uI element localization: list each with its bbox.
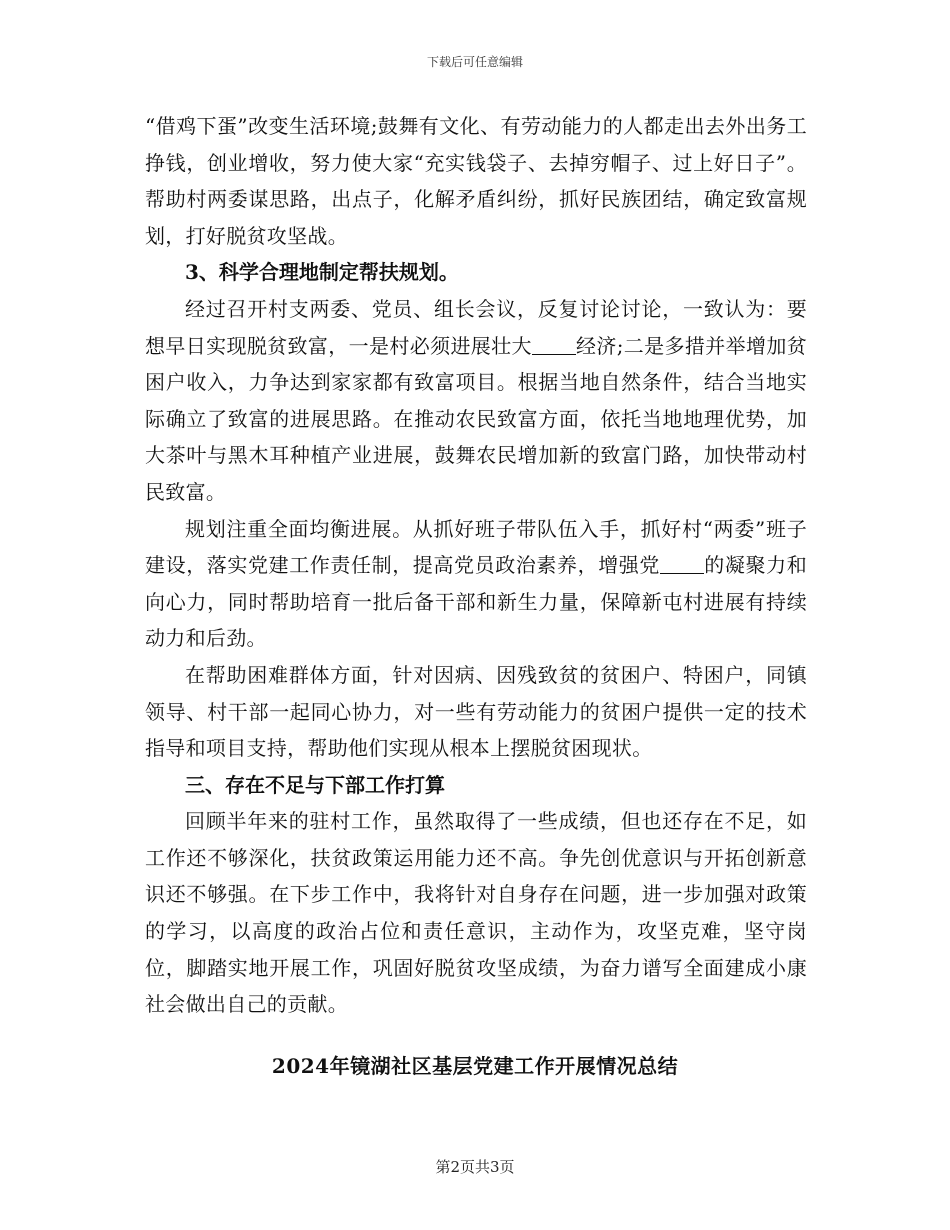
subheading-planning: 3、科学合理地制定帮扶规划。 (185, 260, 459, 285)
paragraph-balanced-part2: 的凝聚力和向心力，同时帮助培育一批后备干部和新生力量，保障新屯村进展有持续动力和后劲。 (145, 553, 808, 651)
section-heading-shortcomings: 三、存在不足与下部工作打算 (185, 772, 445, 797)
paragraph-poverty-groups: 在帮助困难群体方面，针对因病、因残致贫的贫困户、特困户，同镇领导、村干部一起同心协力，对一些有劳动能力的贫困户提供一定的技术指导和项目支持，帮助他们实现从根本上摆脱贫困现状。 (145, 662, 807, 761)
paragraph-review: 回顾半年来的驻村工作，虽然取得了一些成绩，但也还存在不足，如工作还不够深化，扶贫政策运用能力还不高。争先创优意识与开拓创新意识还不够强。在下步工作中，我将针对自身存在问题，进一步加强对政策的学习，以高度的政治占位和责任意识，主动作为，攻坚克难，坚守岗位，脚踏实地开展工作，巩固好脱贫攻坚成绩，为奋力谱写全面建成小康社会做出自己的贡献。 (145, 809, 807, 1017)
paragraph-planning-part1: 经过召开村支两委、党员、组长会议，反复讨论讨论，一致认为：要想早日实现脱贫致富，一是村必须进展壮大 (145, 296, 807, 358)
document-title: 2024年镜湖社区基层党建工作开展情况总结 (271, 1054, 679, 1078)
paragraph-balanced-part1: 规划注重全面均衡进展。从抓好班子带队伍入手，抓好村“两委”班子建设，落实党建工作责任制，提高党员政治素养，增强党 (145, 516, 807, 578)
paragraph-planning (145, 291, 807, 511)
blank-underline (532, 334, 576, 355)
document-body (145, 108, 807, 1023)
page-footer: 第2页共3页 (435, 1158, 515, 1176)
paragraph-continuation: “借鸡下蛋”改变生活环境;鼓舞有文化、有劳动能力的人都走出去外出务工挣钱，创业增收，努力使大家“充实钱袋子、去掉穷帽子、过上好日子”。帮助村两委谋思路，出点子，化解矛盾纠纷，抓好民族团结，确定致富规划，打好脱贫攻坚战。 (145, 114, 807, 248)
paragraph-balanced-development (145, 511, 807, 657)
page-header: 下载后可任意编辑 (426, 55, 523, 69)
paragraph-planning-part2: 经济;二是多措并举增加贫困户收入，力争达到家家都有致富项目。根据当地自然条件，结合当地实际确立了致富的进展思路。在推动农民致富方面，依托当地地理优势，加大茶叶与黑木耳种植产业进展，鼓舞农民增加新的致富门路，加快带动村民致富。 (145, 333, 808, 504)
blank-underline (660, 553, 704, 574)
